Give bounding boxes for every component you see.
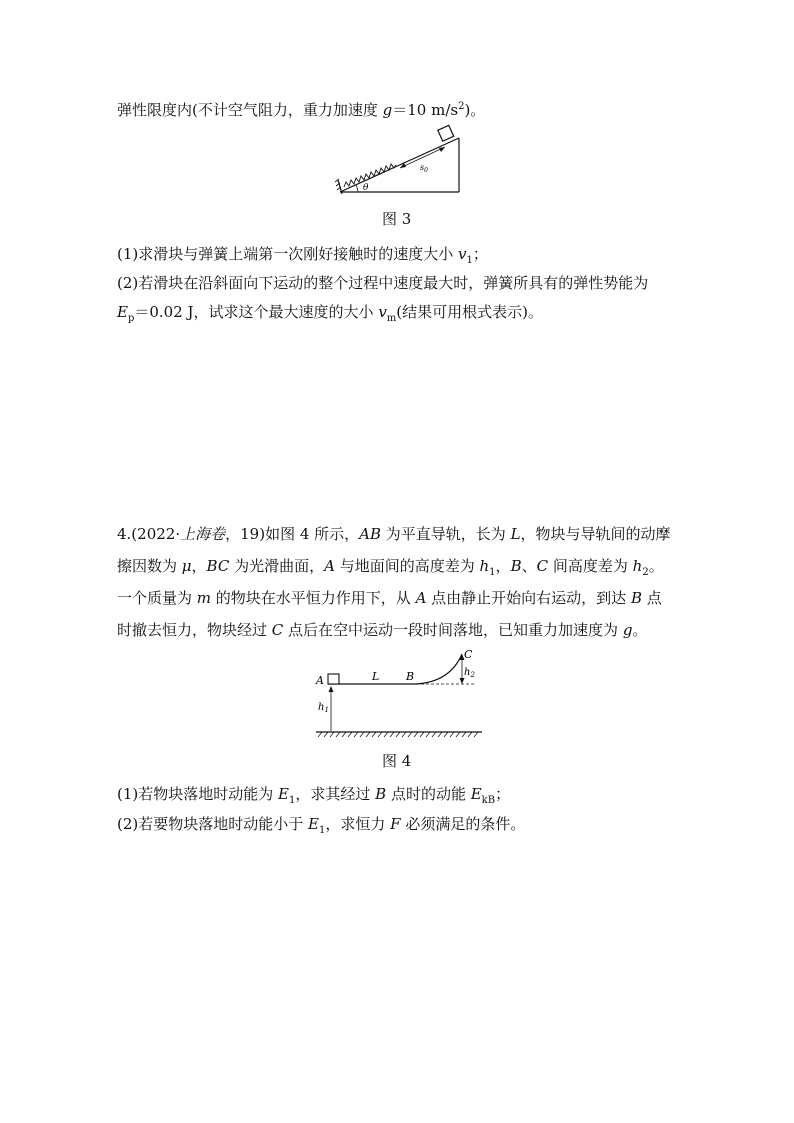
h2-label: $h_2$: [464, 667, 475, 679]
figure-3-incline: [330, 124, 464, 198]
h1-label: $h_1$: [318, 702, 329, 714]
question-3-2-line1: (2)若滑块在沿斜面向下运动的整个过程中速度最大时，弹簧所具有的弹性势能为: [117, 274, 649, 292]
label-a: A: [316, 674, 324, 687]
question-3-2-line2: $E_p=0.02$ J，试求这个最大速度的大小 $v_m$(结果可用根式表示)。: [117, 303, 543, 324]
theta-label: θ: [363, 183, 369, 193]
spring: [344, 164, 396, 187]
problem-4-line4: 时撤去恒力，物块经过 C 点后在空中运动一段时间落地，已知重力加速度为 g。: [117, 621, 648, 639]
figure-3-caption: 图 3: [382, 210, 412, 228]
block-a: [328, 674, 339, 684]
label-c: C: [464, 648, 473, 661]
question-4-1: (1)若物块落地时动能为 $E_1$，求其经过 B 点时的动能 $E_{kB}$；: [117, 785, 511, 806]
block: [438, 125, 454, 141]
label-l: L: [372, 670, 380, 683]
figure-4-track: [310, 646, 490, 742]
s0-label: $s_0$: [420, 163, 428, 174]
problem-4-line1: 4.(2022·上海卷，19)如图 4 所示，AB 为平直导轨，长为 L，物块与导轨间的动摩: [117, 525, 671, 543]
label-b: B: [406, 670, 415, 683]
intro-line: 弹性限度内(不计空气阻力，重力加速度 g＝10 $m/s^2$)。: [117, 101, 486, 119]
problem-4-line2: 擦因数为 μ，BC 为光滑曲面，A 与地面间的高度差为 $h_1$，B、C 间高度差为 $h_2$。: [117, 557, 664, 578]
problem-4-line3: 一个质量为 m 的物块在水平恒力作用下，从 A 点由静止开始向右运动，到达 B 点: [117, 589, 662, 607]
question-3-1: (1)求滑块与弹簧上端第一次刚好接触时的速度大小 $v_1$；: [117, 245, 488, 266]
figure-4-caption: 图 4: [382, 752, 412, 770]
question-4-2: (2)若要物块落地时动能小于 $E_1$，求恒力 F 必须满足的条件。: [117, 815, 526, 836]
